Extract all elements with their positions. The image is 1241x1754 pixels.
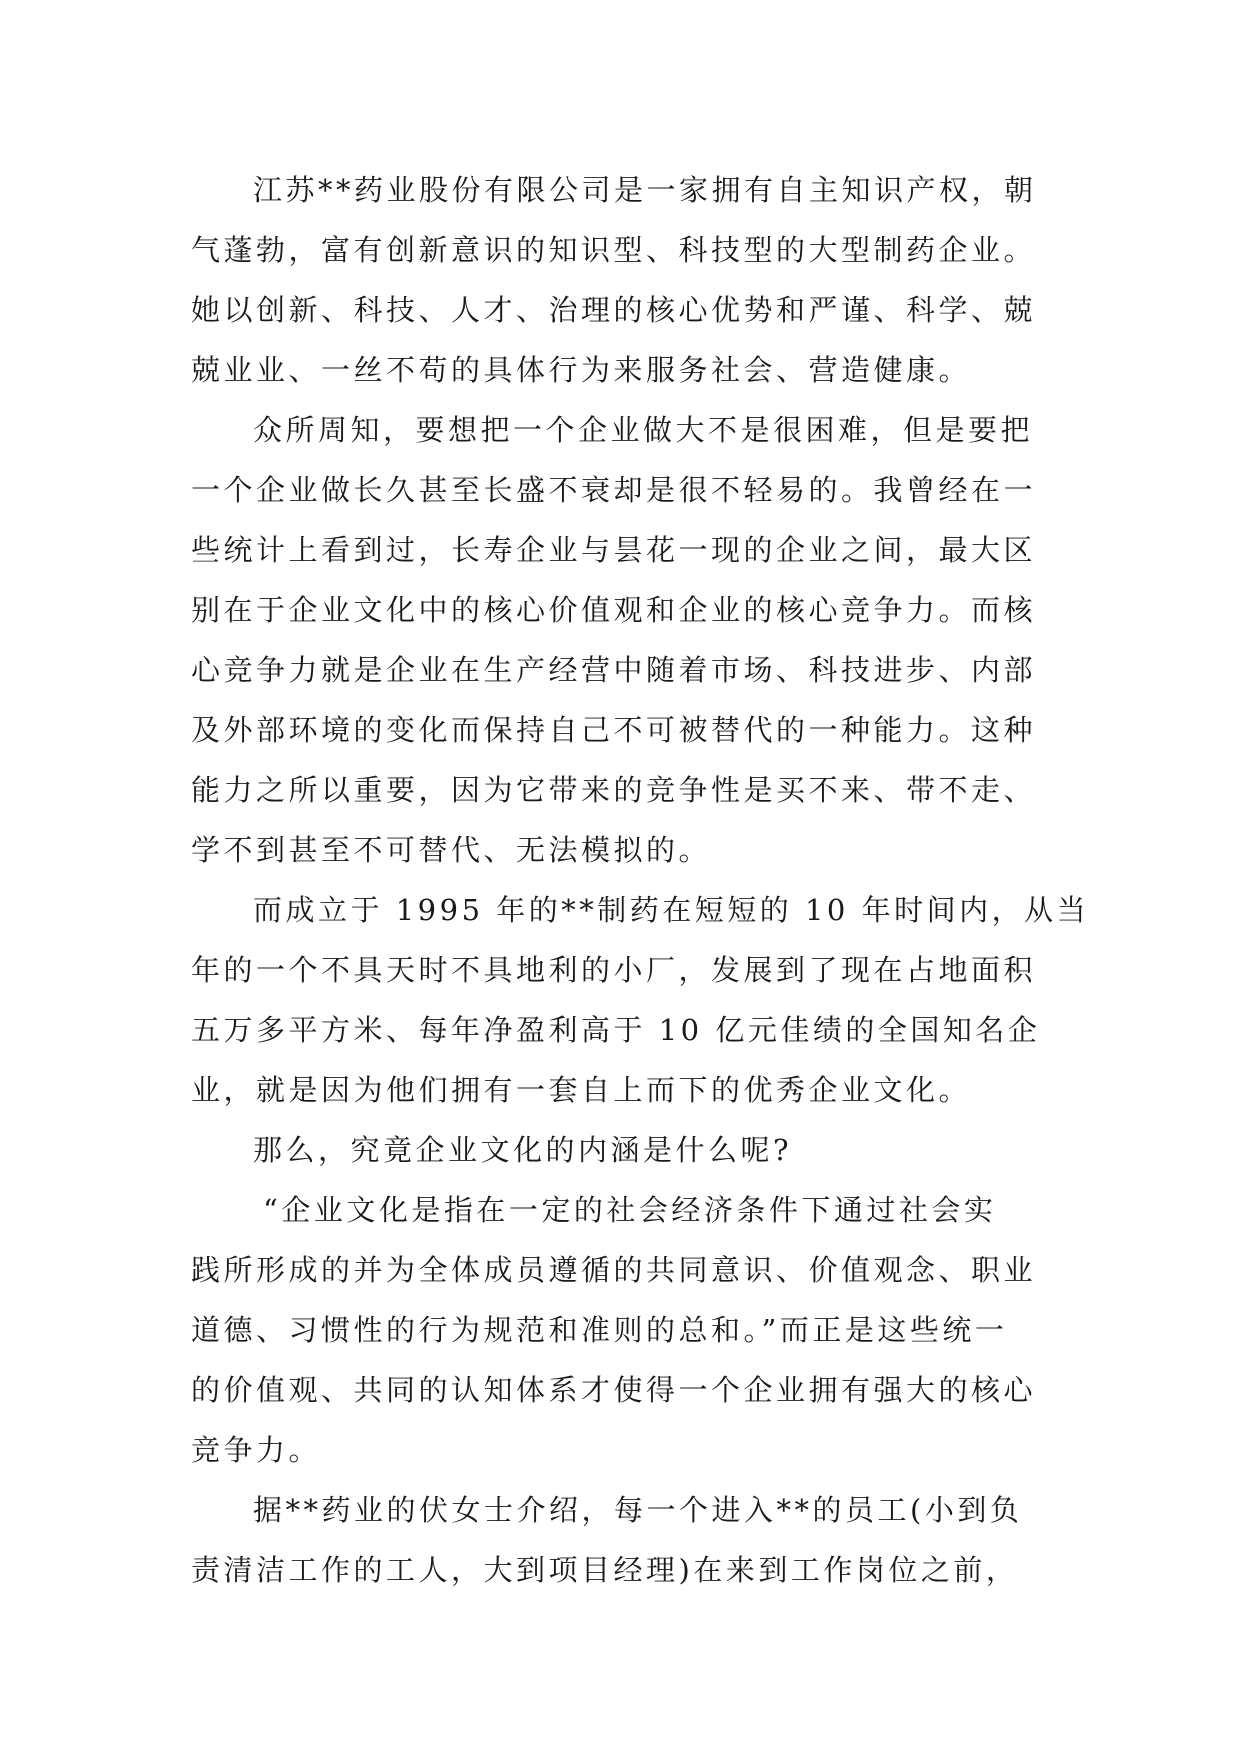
text-line: 竞争力。	[191, 1433, 322, 1467]
text-line: 责清洁工作的工人，大到项目经理)在来到工作岗位之前，	[191, 1553, 1019, 1587]
text-line: 江苏**药业股份有限公司是一家拥有自主知识产权，朝	[253, 173, 1037, 207]
paragraph-3	[191, 880, 1090, 1120]
text-line: “企业文化是指在一定的社会经济条件下通过社会实	[263, 1193, 997, 1227]
text-line: 及外部环境的变化而保持自己不可被替代的一种能力。这种	[191, 713, 1037, 747]
text-line: 据**药业的伏女士介绍，每一个进入**的员工(小到负	[253, 1493, 1023, 1527]
text-line: 能力之所以重要，因为它带来的竞争性是买不来、带不走、	[191, 773, 1037, 807]
paragraph-2	[191, 400, 1051, 880]
text-line: 众所周知，要想把一个企业做大不是很困难，但是要把	[253, 413, 1034, 447]
text-line: 而成立于 1995 年的**制药在短短的 10 年时间内，从当	[253, 893, 1090, 927]
text-line: 心竞争力就是企业在生产经营中随着市场、科技进步、内部	[191, 653, 1037, 687]
text-line: 一个企业做长久甚至长盛不衰却是很不轻易的。我曾经在一	[191, 473, 1037, 507]
text-line: 那么，究竟企业文化的内涵是什么呢?	[253, 1133, 793, 1167]
paragraph-1	[191, 160, 1051, 400]
text-line: 别在于企业文化中的核心价值观和企业的核心竞争力。而核	[191, 593, 1037, 627]
text-line: 的价值观、共同的认知体系才使得一个企业拥有强大的核心	[191, 1373, 1037, 1407]
text-line: 气蓬勃，富有创新意识的知识型、科技型的大型制药企业。	[191, 233, 1037, 267]
text-line: 道德、习惯性的行为规范和准则的总和。”而正是这些统一	[191, 1313, 1008, 1347]
text-line: 兢业业、一丝不苟的具体行为来服务社会、营造健康。	[191, 353, 972, 387]
text-line: 学不到甚至不可替代、无法模拟的。	[191, 833, 712, 867]
document-body	[191, 160, 1090, 1600]
paragraph-4	[191, 1120, 1051, 1180]
paragraph-5-quote	[191, 1180, 1051, 1480]
text-line: 业，就是因为他们拥有一套自上而下的优秀企业文化。	[191, 1073, 972, 1107]
text-line: 年的一个不具天时不具地利的小厂，发展到了现在占地面积	[191, 953, 1037, 987]
text-line: 践所形成的并为全体成员遵循的共同意识、价值观念、职业	[191, 1253, 1037, 1287]
text-line: 些统计上看到过，长寿企业与昙花一现的企业之间，最大区	[191, 533, 1037, 567]
paragraph-6	[191, 1480, 1051, 1600]
text-line: 五万多平方米、每年净盈利高于 10 亿元佳绩的全国知名企	[191, 1013, 1041, 1047]
text-line: 她以创新、科技、人才、治理的核心优势和严谨、科学、兢	[191, 293, 1037, 327]
